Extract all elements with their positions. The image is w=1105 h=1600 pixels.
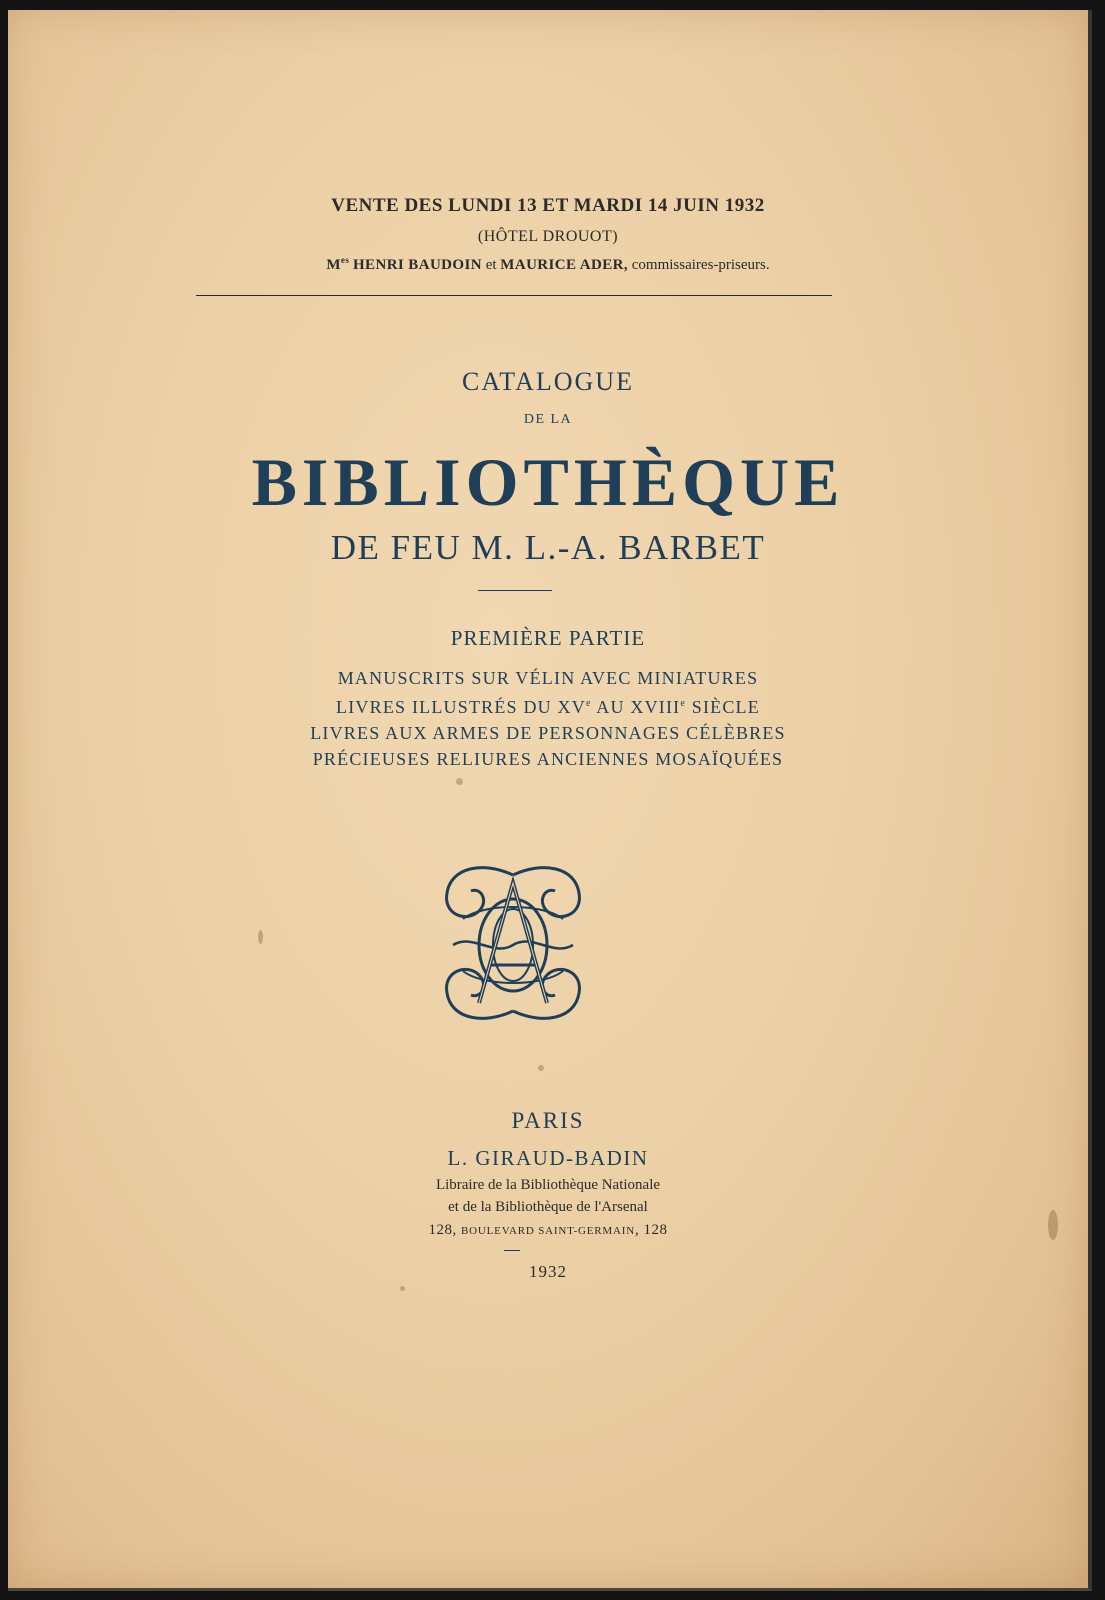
contents-list (8, 665, 1088, 772)
publisher-role-2: et de la Bibliothèque de l'Arsenal (448, 1199, 648, 1215)
publisher-role-1: Libraire de la Bibliothèque Nationale (435, 1177, 661, 1193)
contents-line-2-b: AU XVIII (591, 697, 681, 717)
monogram-emblem (423, 853, 603, 1033)
catalogue-heading: CATALOGUE (462, 367, 634, 396)
contents-line-3: LIVRES AUX ARMES DE PERSONNAGES CÉLÈBRES (310, 723, 786, 743)
auctioneers-role: commissaires-priseurs. (631, 257, 770, 273)
contents-line-2-c: SIÈCLE (686, 697, 760, 717)
sale-dates: VENTE DES LUNDI 13 ET MARDI 14 JUIN 1932 (331, 195, 765, 216)
address-street: BOULEVARD SAINT-GERMAIN (461, 1225, 635, 1237)
auctioneers-line (8, 255, 1088, 274)
address-number-1: 128, (428, 1222, 462, 1238)
contents-line-2-a: LIVRES ILLUSTRÉS DU XV (336, 697, 586, 717)
auctioneer-name-1: HENRI BAUDOIN (352, 257, 482, 273)
auctioneers-prefix-sup: es (340, 255, 350, 265)
contents-line-2 (8, 691, 1088, 720)
catalogue-cover (8, 10, 1092, 1591)
title-divider (478, 590, 552, 591)
auctioneer-name-2: MAURICE ADER, (500, 257, 628, 273)
contents-line-2-sup2: e (680, 698, 687, 709)
auctioneers-prefix: M (326, 257, 341, 273)
sale-venue: (HÔTEL DROUOT) (477, 228, 619, 245)
stain-mark (400, 1286, 405, 1291)
publisher-address (8, 1222, 1088, 1239)
catalogue-de-la: DE LA (523, 412, 573, 427)
part-heading: PREMIÈRE PARTIE (450, 626, 646, 650)
publication-year: 1932 (529, 1262, 567, 1281)
publisher-city: PARIS (511, 1108, 585, 1133)
auctioneers-joiner: et (485, 257, 497, 273)
owner-title: DE FEU M. L.-A. BARBET (330, 528, 766, 567)
stain-mark (258, 930, 263, 944)
stain-mark (538, 1065, 544, 1071)
stain-mark (456, 778, 463, 785)
divider-rule (196, 295, 832, 296)
contents-line-1: MANUSCRITS SUR VÉLIN AVEC MINIATURES (337, 668, 759, 688)
contents-line-4: PRÉCIEUSES RELIURES ANCIENNES MOSAÏQUÉES (312, 749, 784, 769)
main-title: BIBLIOTHÈQUE (251, 444, 845, 520)
year-divider (504, 1250, 520, 1251)
publisher-name: L. GIRAUD-BADIN (447, 1146, 649, 1170)
address-number-2: , 128 (634, 1222, 668, 1238)
contents-line-2-sup1: e (585, 698, 592, 709)
